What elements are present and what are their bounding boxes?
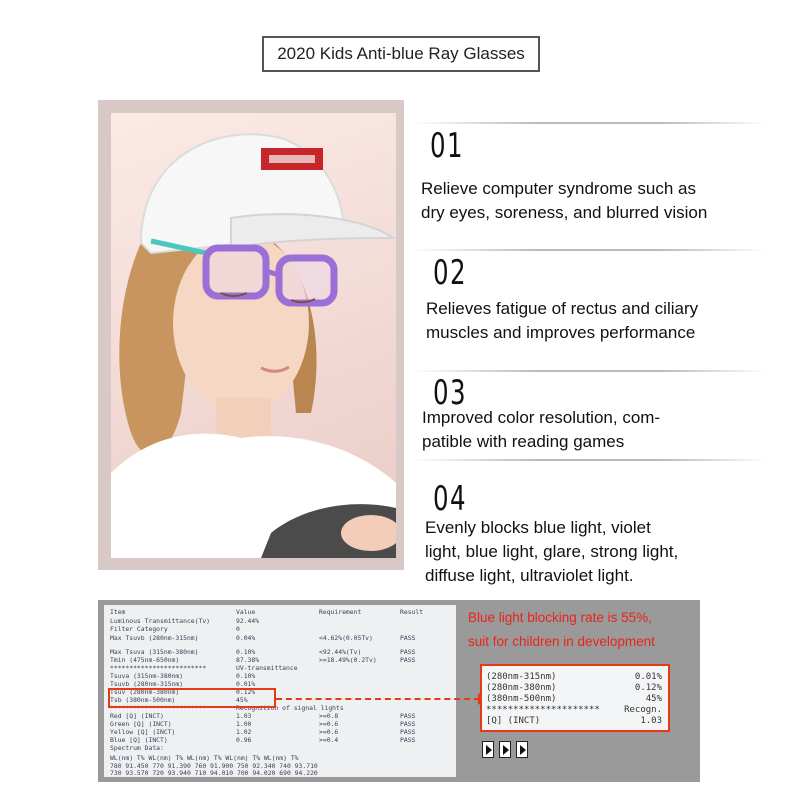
- report-row: Luminous Transmittance(Tv) 92.44%: [110, 617, 260, 625]
- report-row: Filter Category 0: [110, 625, 240, 633]
- report-row: ************************* UV-transmittance: [110, 664, 298, 672]
- report-row: Tsuva (315nm-380nm) 0.10%: [110, 672, 256, 680]
- divider-line: [412, 459, 768, 461]
- title-box: [262, 36, 540, 72]
- highlight-box: [108, 688, 276, 708]
- report-row: Yellow [Q] (INCT) 1.02 >=0.6 PASS: [110, 728, 416, 736]
- feature-number: 01: [430, 126, 465, 166]
- page-title: 2020 Kids Anti-blue Ray Glasses: [277, 44, 525, 63]
- report-header-row: Item Value Requirement Result: [110, 608, 424, 616]
- play-arrow-icon: [499, 741, 511, 758]
- spectrum-label: Spectrum Data:: [110, 744, 164, 752]
- report-row-highlighted: Tsb (380nm-500nm) 45%: [110, 696, 248, 704]
- zoom-row: [Q] (INCT) 1.03: [486, 716, 662, 726]
- feature-description: Relieve computer syndrome such as dry eyes, soreness, and blurred vision: [421, 179, 708, 222]
- callout-dashed-line: [276, 698, 480, 700]
- product-photo: [111, 113, 396, 558]
- report-row: Tsuvb (280nm-315nm) 0.01%: [110, 680, 256, 688]
- report-row: Max Tsuvb (280nm-315nm) 0.04% <4.62%(0.05Tv) PASS: [110, 634, 416, 642]
- play-arrow-icon: [482, 741, 494, 758]
- spectrum-header: WL(nm) T% WL(nm) T% WL(nm) T% WL(nm) T% WL(nm) T%: [110, 754, 299, 762]
- report-row: Blue [Q] (INCT) 0.96 >=0.4 PASS: [110, 736, 416, 744]
- zoom-row: (380nm-500nm) 45%: [486, 694, 662, 704]
- divider-line: [412, 122, 768, 124]
- feature-description: Evenly blocks blue light, violet light, blue light, glare, strong light, diffuse light, ultraviolet light.: [425, 518, 679, 585]
- child-wearing-glasses-illustration: [111, 113, 396, 558]
- feature-description: Relieves fatigue of rectus and ciliary muscles and improves performance: [426, 299, 699, 342]
- zoom-row: (280nm-315nm) 0.01%: [486, 672, 662, 682]
- divider-line: [412, 249, 768, 251]
- report-row: Tsuv (280nm-380nm) 0.12%: [110, 688, 256, 696]
- report-row: ************************* Recognition of signal lights: [110, 704, 344, 712]
- zoom-row: ********************* Recogn.: [486, 705, 662, 715]
- arrow-icons: [482, 741, 528, 758]
- feature-description: Improved color resolution, com- patible with reading games: [422, 408, 661, 451]
- feature-number: 04: [433, 479, 468, 519]
- spectrum-row: 780 91.450 770 91.390 760 91.900 750 92.340 740 93.710: [110, 762, 318, 770]
- zoomed-report-excerpt: [480, 664, 670, 732]
- divider-line: [412, 370, 768, 372]
- feature-number: 03: [433, 373, 468, 413]
- feature-number: 02: [433, 253, 468, 293]
- report-row: Green [Q] (INCT) 1.00 >=0.6 PASS: [110, 720, 416, 728]
- play-arrow-icon: [516, 741, 528, 758]
- spectrum-row: 730 93.570 720 93.940 710 94.010 700 94.020 690 94.220: [110, 769, 318, 777]
- blocking-rate-note: Blue light blocking rate is 55%, suit for children in development: [468, 610, 655, 649]
- report-row: Red [Q] (INCT) 1.03 >=0.8 PASS: [110, 712, 416, 720]
- report-row: Max Tsuva (315nm-380nm) 0.10% <92.44%(Tv) PASS: [110, 648, 416, 656]
- report-row: Tmin (475nm-650nm) 87.38% >=18.49%(0.2Tv) PASS: [110, 656, 416, 664]
- zoom-row: (280nm-380nm) 0.12%: [486, 683, 662, 693]
